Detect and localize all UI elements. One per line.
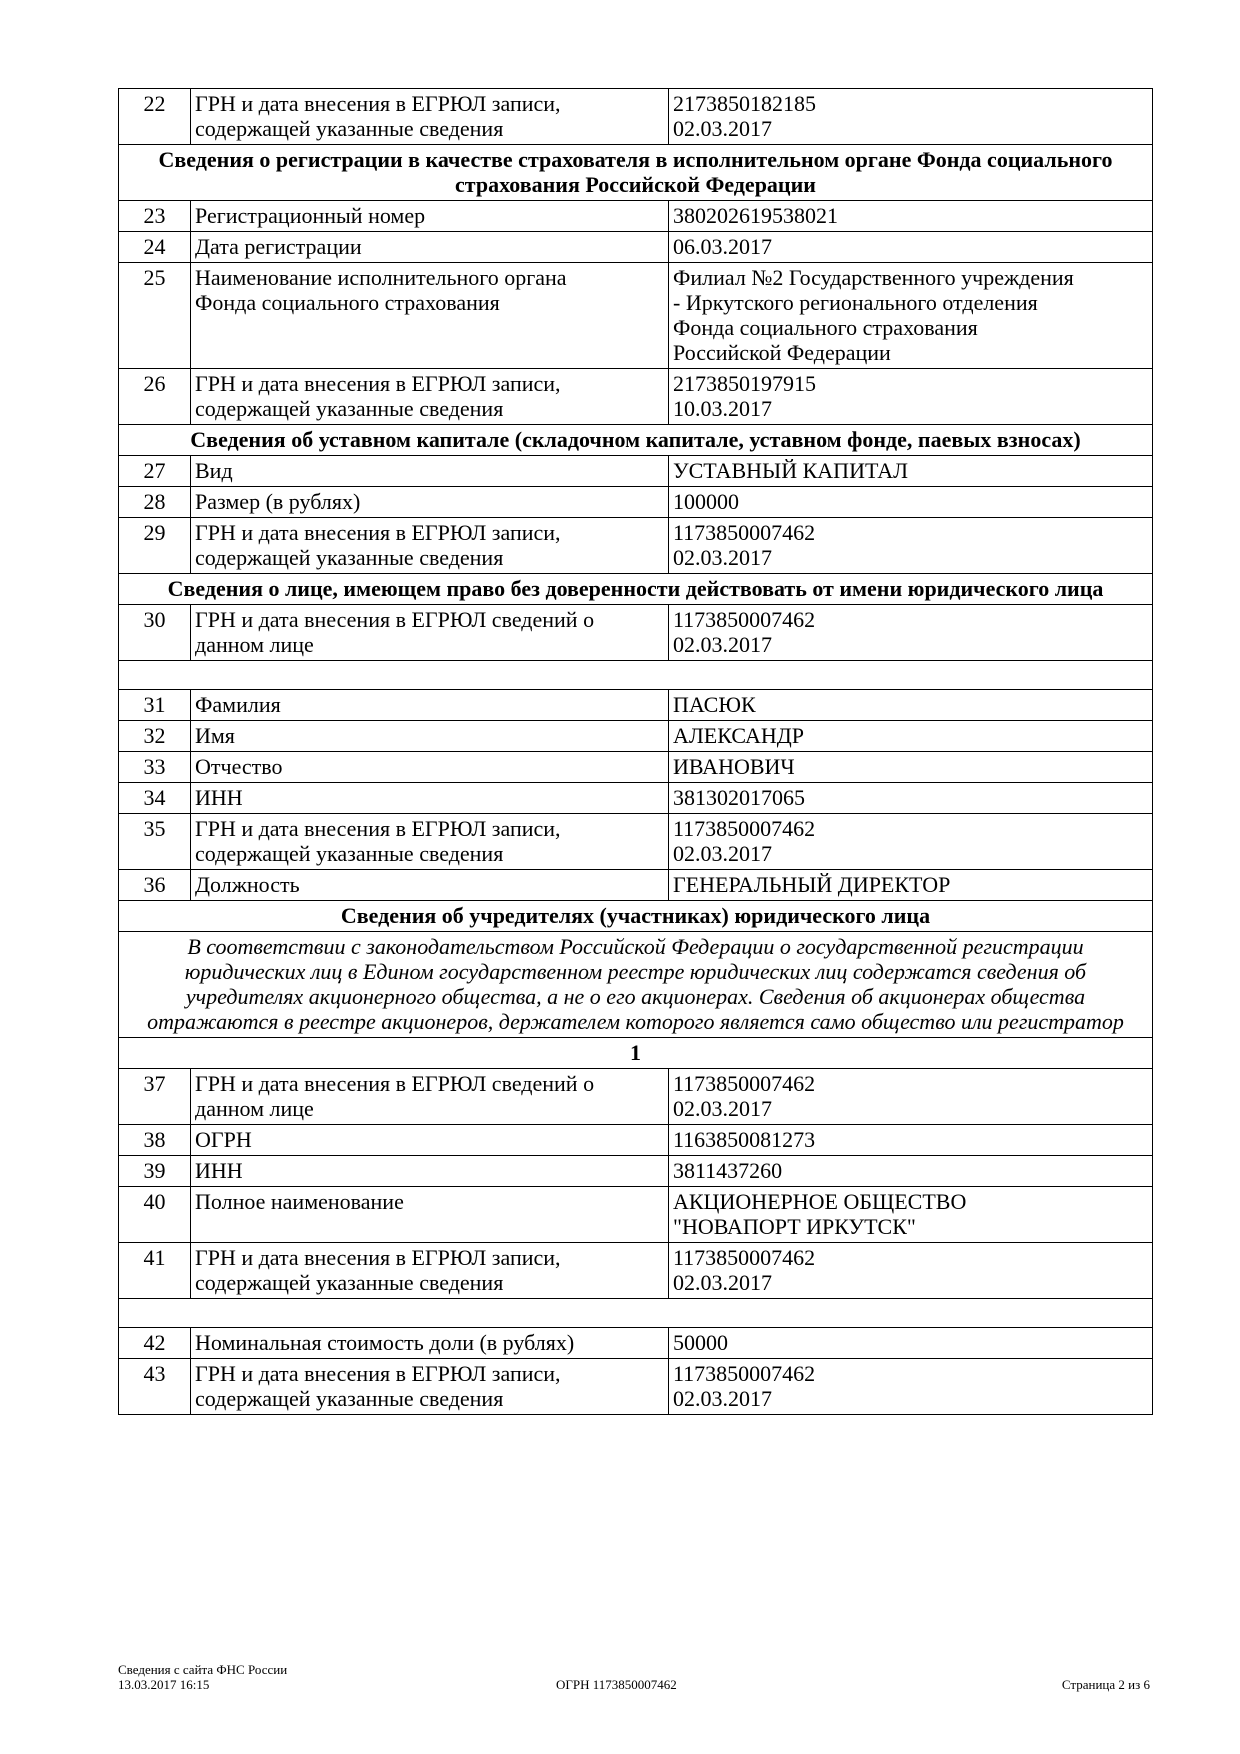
row-number: 43: [119, 1359, 191, 1415]
row-value: 381302017065: [669, 783, 1153, 814]
row-label: Размер (в рублях): [191, 487, 669, 518]
row-value: ГЕНЕРАЛЬНЫЙ ДИРЕКТОР: [669, 870, 1153, 901]
row-number: 22: [119, 89, 191, 145]
footer-source: Сведения с сайта ФНС России: [118, 1662, 288, 1677]
subsection-number: 1: [119, 1038, 1153, 1069]
row-label: ИНН: [191, 783, 669, 814]
row-number: 38: [119, 1125, 191, 1156]
row-value: 3811437260: [669, 1156, 1153, 1187]
section-header-row: [119, 901, 1153, 932]
row-number: 34: [119, 783, 191, 814]
row-label: Отчество: [191, 752, 669, 783]
footer-datetime: 13.03.2017 16:15: [118, 1677, 210, 1692]
row-number: 29: [119, 518, 191, 574]
table-row: [119, 1243, 1153, 1299]
table-row: [119, 518, 1153, 574]
row-number: 35: [119, 814, 191, 870]
row-label: ГРН и дата внесения в ЕГРЮЛ записи, содержащей указанные сведения: [191, 518, 669, 574]
row-label: Наименование исполнительного органа Фонда социального страхования: [191, 263, 669, 369]
row-value: АКЦИОНЕРНОЕ ОБЩЕСТВО "НОВАПОРТ ИРКУТСК": [669, 1187, 1153, 1243]
row-number: 37: [119, 1069, 191, 1125]
row-label: ГРН и дата внесения в ЕГРЮЛ сведений о данном лице: [191, 605, 669, 661]
row-label: ГРН и дата внесения в ЕГРЮЛ записи, содержащей указанные сведения: [191, 1359, 669, 1415]
row-value: ИВАНОВИЧ: [669, 752, 1153, 783]
table-row: [119, 1359, 1153, 1415]
row-label: ГРН и дата внесения в ЕГРЮЛ записи, содержащей указанные сведения: [191, 89, 669, 145]
row-number: 39: [119, 1156, 191, 1187]
table-row: [119, 487, 1153, 518]
table-row: [119, 605, 1153, 661]
blank-cell: [119, 661, 1153, 690]
row-label: ГРН и дата внесения в ЕГРЮЛ записи, содержащей указанные сведения: [191, 814, 669, 870]
row-label: Вид: [191, 456, 669, 487]
row-value: 2173850197915 10.03.2017: [669, 369, 1153, 425]
row-number: 26: [119, 369, 191, 425]
table-row: [119, 870, 1153, 901]
row-value: ПАСЮК: [669, 690, 1153, 721]
row-number: 31: [119, 690, 191, 721]
row-value: Филиал №2 Государственного учреждения - Иркутского регионального отделения Фонда социального страхования Российской Федерации: [669, 263, 1153, 369]
row-label: ГРН и дата внесения в ЕГРЮЛ записи, содержащей указанные сведения: [191, 1243, 669, 1299]
row-value: 50000: [669, 1328, 1153, 1359]
row-value: 1163850081273: [669, 1125, 1153, 1156]
table-row: [119, 232, 1153, 263]
table-row: [119, 1156, 1153, 1187]
section-header-row: [119, 145, 1153, 201]
row-label: Фамилия: [191, 690, 669, 721]
section-header-row: [119, 574, 1153, 605]
row-label: ОГРН: [191, 1125, 669, 1156]
table-row: [119, 201, 1153, 232]
blank-row: [119, 661, 1153, 690]
table-row: [119, 814, 1153, 870]
row-label: Имя: [191, 721, 669, 752]
blank-row: [119, 1299, 1153, 1328]
table-row: [119, 752, 1153, 783]
subsection-number-row: [119, 1038, 1153, 1069]
table-row: [119, 1328, 1153, 1359]
row-value: 380202619538021: [669, 201, 1153, 232]
row-number: 32: [119, 721, 191, 752]
row-value: 1173850007462 02.03.2017: [669, 1243, 1153, 1299]
section-note: В соответствии с законодательством Российской Федерации о государственной регистрации юридических лиц в Едином государственном реестре юридических лиц содержатся сведения об учредителях акционерного общества, а не о его акционерах. Сведения об акционерах общества отражаются в реестре акционеров, держателем которого является само общество или регистратор: [119, 932, 1153, 1038]
row-value: 1173850007462 02.03.2017: [669, 605, 1153, 661]
egrul-extract-table: [118, 88, 1153, 1415]
row-number: 24: [119, 232, 191, 263]
table-row: [119, 783, 1153, 814]
row-label: ГРН и дата внесения в ЕГРЮЛ сведений о данном лице: [191, 1069, 669, 1125]
section-note-row: [119, 932, 1153, 1038]
row-label: ИНН: [191, 1156, 669, 1187]
row-label: Должность: [191, 870, 669, 901]
row-label: Номинальная стоимость доли (в рублях): [191, 1328, 669, 1359]
table-row: [119, 369, 1153, 425]
footer-page-number: Страница 2 из 6: [1061, 1677, 1150, 1692]
table-row: [119, 1069, 1153, 1125]
table-row: [119, 721, 1153, 752]
row-value: 1173850007462 02.03.2017: [669, 518, 1153, 574]
section-header: Сведения об учредителях (участниках) юридического лица: [119, 901, 1153, 932]
row-number: 23: [119, 201, 191, 232]
table-row: [119, 456, 1153, 487]
row-value: 1173850007462 02.03.2017: [669, 1359, 1153, 1415]
row-number: 40: [119, 1187, 191, 1243]
table-row: [119, 263, 1153, 369]
section-header-row: [119, 425, 1153, 456]
row-number: 36: [119, 870, 191, 901]
row-number: 41: [119, 1243, 191, 1299]
footer-source-block: [118, 1662, 287, 1692]
row-number: 42: [119, 1328, 191, 1359]
blank-cell: [119, 1299, 1153, 1328]
footer-ogrn: ОГРН 1173850007462: [556, 1677, 677, 1692]
row-number: 30: [119, 605, 191, 661]
row-value: 1173850007462 02.03.2017: [669, 1069, 1153, 1125]
row-value: 2173850182185 02.03.2017: [669, 89, 1153, 145]
row-number: 28: [119, 487, 191, 518]
table-row: [119, 690, 1153, 721]
table-row: [119, 1125, 1153, 1156]
row-label: Полное наименование: [191, 1187, 669, 1243]
row-label: Регистрационный номер: [191, 201, 669, 232]
row-label: ГРН и дата внесения в ЕГРЮЛ записи, содержащей указанные сведения: [191, 369, 669, 425]
row-value: 1173850007462 02.03.2017: [669, 814, 1153, 870]
section-header: Сведения об уставном капитале (складочном капитале, уставном фонде, паевых взносах): [119, 425, 1153, 456]
row-label: Дата регистрации: [191, 232, 669, 263]
row-value: 06.03.2017: [669, 232, 1153, 263]
section-header: Сведения о лице, имеющем право без доверенности действовать от имени юридического лица: [119, 574, 1153, 605]
table-row: [119, 89, 1153, 145]
row-value: 100000: [669, 487, 1153, 518]
row-number: 25: [119, 263, 191, 369]
row-value: АЛЕКСАНДР: [669, 721, 1153, 752]
row-number: 33: [119, 752, 191, 783]
row-number: 27: [119, 456, 191, 487]
table-row: [119, 1187, 1153, 1243]
section-header: Сведения о регистрации в качестве страхователя в исполнительном органе Фонда социального страхования Российской Федерации: [119, 145, 1153, 201]
row-value: УСТАВНЫЙ КАПИТАЛ: [669, 456, 1153, 487]
egrul-extract-body: [119, 89, 1153, 1415]
